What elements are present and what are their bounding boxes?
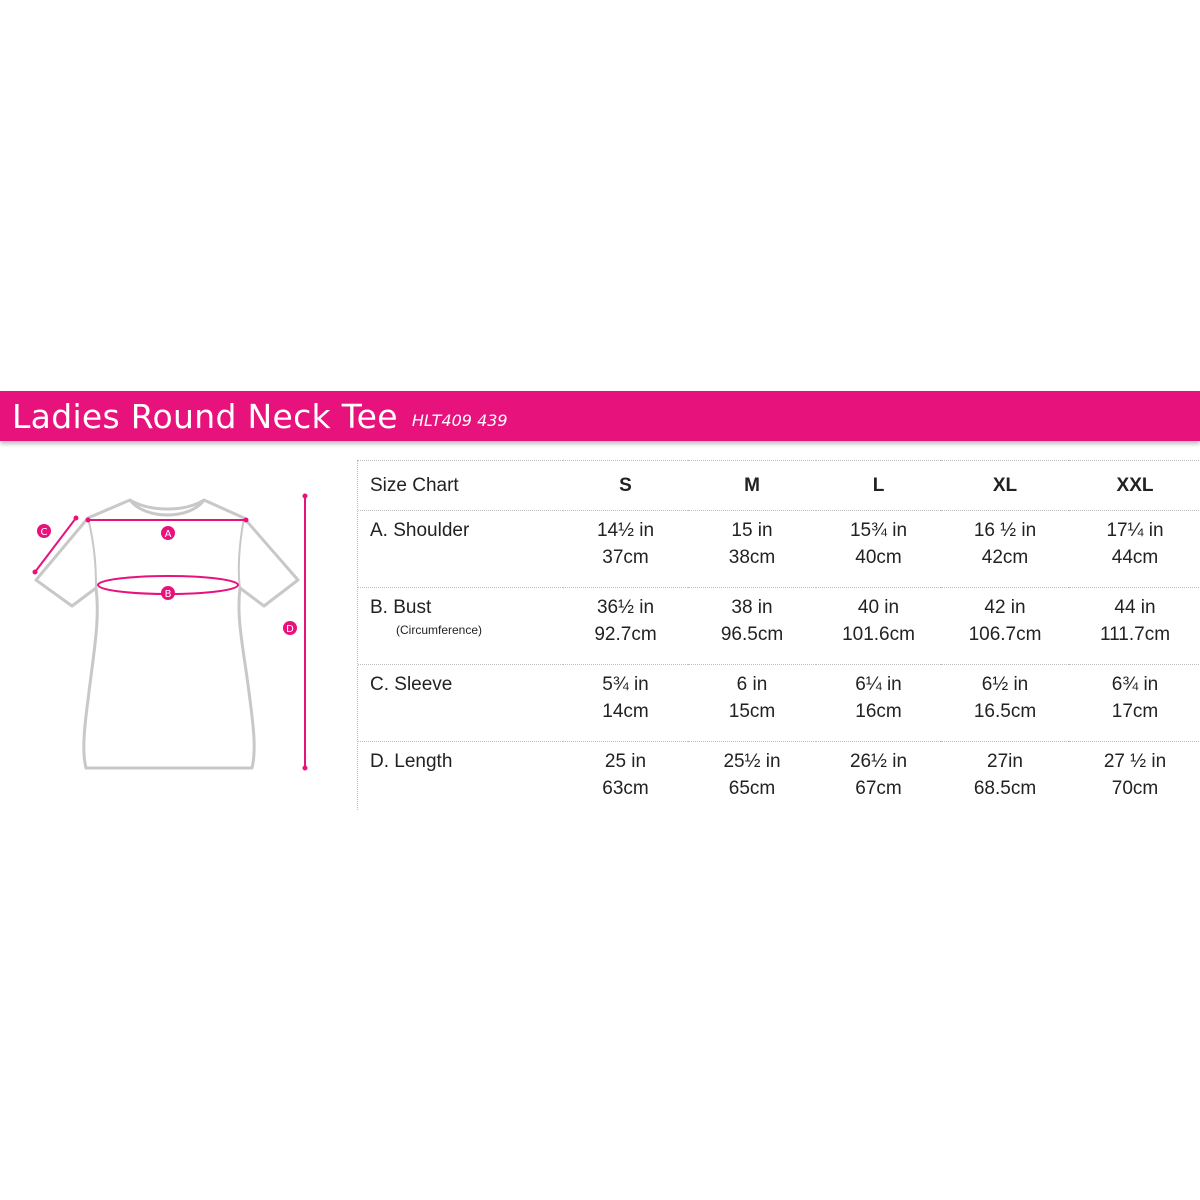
table-row xyxy=(358,665,1200,742)
table-cell: 42 in 106.7cm xyxy=(968,597,1042,645)
marker-b xyxy=(161,586,175,600)
size-header: XL xyxy=(992,474,1018,496)
table-cell: 27 ½ in 70cm xyxy=(1103,751,1167,799)
product-title: Ladies Round Neck Tee xyxy=(12,396,398,436)
table-cell: 5¾ in 14cm xyxy=(602,674,649,722)
table-cell: 6 in 15cm xyxy=(728,674,776,722)
size-header: XXL xyxy=(1116,474,1154,496)
marker-c xyxy=(37,524,51,538)
table-cell: 36½ in 92.7cm xyxy=(594,597,657,645)
row-label: D. Length xyxy=(370,751,453,772)
size-header: S xyxy=(619,474,632,496)
title-banner xyxy=(0,391,1200,441)
table-cell: 26½ in 67cm xyxy=(849,751,908,799)
svg-text:C: C xyxy=(40,527,48,538)
row-label: C. Sleeve xyxy=(370,674,453,695)
table-cell: 6¼ in 16cm xyxy=(855,674,902,722)
product-code: HLT409 439 xyxy=(411,410,508,430)
table-row xyxy=(358,742,1200,819)
size-chart-table xyxy=(357,460,1200,810)
table-cell: 15¾ in 40cm xyxy=(849,520,908,568)
table-cell: 6¾ in 17cm xyxy=(1111,674,1159,722)
svg-text:B: B xyxy=(164,589,172,600)
marker-d xyxy=(283,621,297,635)
tee-armhole-left xyxy=(88,518,96,588)
table-cell: 25½ in 65cm xyxy=(723,751,781,799)
table-cell: 38 in 96.5cm xyxy=(720,597,784,645)
table-row xyxy=(358,588,1200,665)
table-cell: 15 in 38cm xyxy=(728,520,776,568)
row-note: (Circumference) xyxy=(396,623,483,637)
tee-armhole-right xyxy=(239,518,244,588)
size-chart-label: Size Chart xyxy=(370,474,459,496)
table-header-row xyxy=(358,461,1200,511)
tee-measurement-diagram xyxy=(0,450,340,790)
table-cell: 17¼ in 44cm xyxy=(1106,520,1164,568)
table-cell: 44 in 111.7cm xyxy=(1099,597,1171,645)
table-cell: 16 ½ in 42cm xyxy=(973,520,1037,568)
table-cell: 27in 68.5cm xyxy=(973,751,1037,799)
table-cell: 6½ in 16.5cm xyxy=(973,674,1037,722)
table-row xyxy=(358,511,1200,588)
size-header: M xyxy=(744,474,760,496)
tee-outline xyxy=(36,500,298,768)
size-header: L xyxy=(872,474,885,496)
table-cell: 25 in 63cm xyxy=(602,751,649,799)
table-cell: 40 in 101.6cm xyxy=(842,597,915,645)
table-cell: 14½ in 37cm xyxy=(596,520,655,568)
svg-text:A: A xyxy=(164,529,172,540)
row-label: A. Shoulder xyxy=(370,520,470,541)
marker-a xyxy=(161,526,175,540)
row-label: B. Bust (Circumference) xyxy=(358,588,563,665)
svg-text:D: D xyxy=(286,624,294,635)
